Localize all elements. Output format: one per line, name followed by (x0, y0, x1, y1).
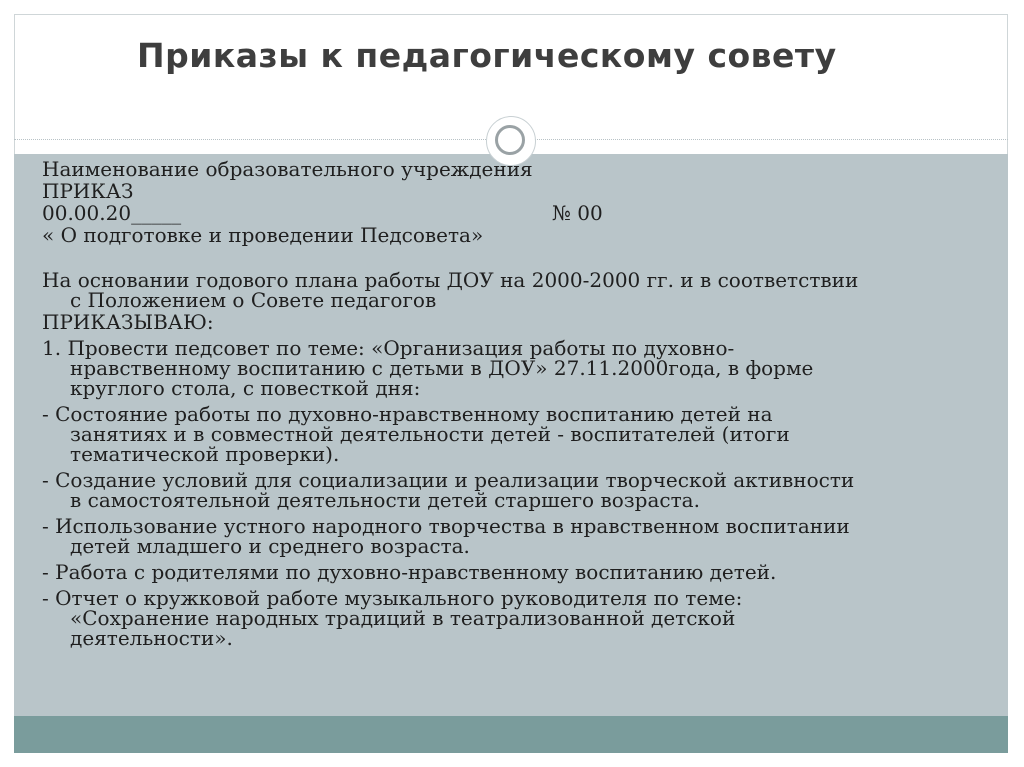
institution-name: Наименование образовательного учреждения (42, 157, 533, 181)
agenda-item-4: - Работа с родителями по духовно-нравственному воспитанию детей. (42, 560, 777, 584)
item-1: 1. Провести педсовет по теме: «Организация работы по духовно- нравственному воспитанию с детьми в ДОУ» 27.11.2000года, в форме круглого стола, с повесткой дня: (42, 336, 814, 400)
order-document (42, 158, 982, 648)
slide-title: Приказы к педагогическому совету (137, 36, 837, 75)
agenda-item-3: - Использование устного народного творчества в нравственном воспитании детей младшего и среднего возраста. (42, 514, 850, 558)
order-number: № 00 (552, 201, 603, 225)
order-subject: « О подготовке и проведении Педсовета» (42, 223, 484, 247)
agenda-item-5: - Отчет о кружковой работе музыкального руководителя по теме: «Сохранение народных традиций в театрализованной детской деятельности». (42, 586, 743, 650)
order-date: 00.00.20_____ (42, 201, 182, 225)
date-number-row (42, 202, 982, 224)
order-command: ПРИКАЗЫВАЮ: (42, 310, 214, 334)
order-heading: ПРИКАЗ (42, 179, 134, 203)
agenda-item-1: - Состояние работы по духовно-нравственному воспитанию детей на занятиях и в совместной деятельности детей - воспитателей (итоги тематической проверки). (42, 402, 790, 466)
bottom-band (14, 716, 1008, 753)
agenda-item-2: - Создание условий для социализации и реализации творческой активности в самостоятельной деятельности детей старшего возраста. (42, 468, 855, 512)
basis-paragraph: На основании годового плана работы ДОУ на 2000-2000 гг. и в соответствии с Положением о Совете педагогов (42, 268, 859, 312)
